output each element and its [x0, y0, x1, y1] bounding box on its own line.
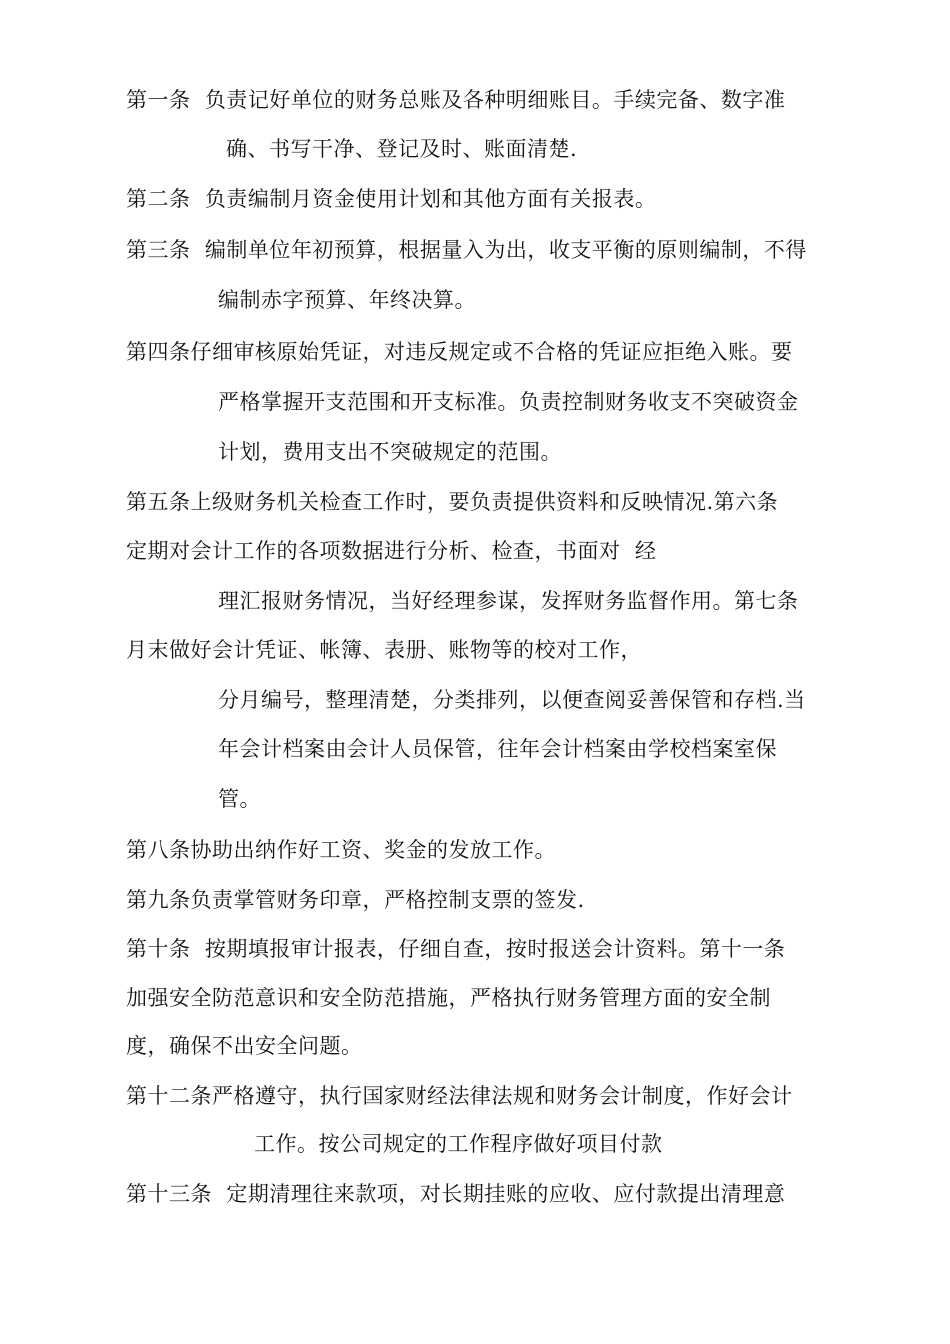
article-7-line-1: 月末做好会计凭证、帐簿、表册、账物等的校对工作，	[126, 638, 642, 662]
article-4-line-2: 严格掌握开支范围和开支标准。负责控制财务收支不突破资金	[218, 390, 799, 414]
article-12-line-2: 工作。按公司规定的工作程序做好项目付款	[254, 1132, 663, 1156]
article-4-line-1: 第四条仔细审核原始凭证，对违反规定或不合格的凭证应拒绝入账。要	[126, 340, 793, 364]
article-8-line-1: 第八条协助出纳作好工资、奖金的发放工作。	[126, 838, 556, 862]
article-4-line-3: 计划，费用支出不突破规定的范围。	[218, 440, 562, 464]
article-7-line-3: 年会计档案由会计人员保管，往年会计档案由学校档案室保	[218, 737, 777, 761]
article-10-line-1: 第十条 按期填报审计报表，仔细自查，按时报送会计资料。第十一条	[126, 937, 786, 961]
article-11-line-2: 度，确保不出安全问题。	[126, 1034, 363, 1058]
article-6-line-1: 定期对会计工作的各项数据进行分析、检查，书面对 经	[126, 539, 657, 563]
article-7-line-4: 管。	[218, 787, 261, 811]
article-1-line-1: 第一条 负责记好单位的财务总账及各种明细账目。手续完备、数字准	[126, 88, 786, 112]
article-11-line-1: 加强安全防范意识和安全防范措施，严格执行财务管理方面的安全制	[126, 986, 771, 1010]
article-3-line-2: 编制赤字预算、年终决算。	[218, 288, 476, 312]
article-6-line-2: 理汇报财务情况，当好经理参谋，发挥财务监督作用。第七条	[218, 589, 799, 613]
article-1-line-2: 确、书写干净、登记及时、账面清楚.	[226, 137, 578, 161]
article-2-line-1: 第二条 负责编制月资金使用计划和其他方面有关报表。	[126, 187, 657, 211]
article-13-line-1: 第十三条 定期清理往来款项，对长期挂账的应收、应付款提出清理意	[126, 1182, 786, 1206]
article-9-line-1: 第九条负责掌管财务印章，严格控制支票的签发.	[126, 888, 585, 912]
article-12-line-1: 第十二条严格遵守，执行国家财经法律法规和财务会计制度，作好会计	[126, 1084, 793, 1108]
article-7-line-2: 分月编号，整理清楚，分类排列，以便查阅妥善保管和存档.当	[218, 688, 806, 712]
article-3-line-1: 第三条 编制单位年初预算，根据量入为出，收支平衡的原则编制，不得	[126, 238, 807, 262]
article-5-line-1: 第五条上级财务机关检查工作时，要负责提供资料和反映情况.第六条	[126, 490, 779, 514]
